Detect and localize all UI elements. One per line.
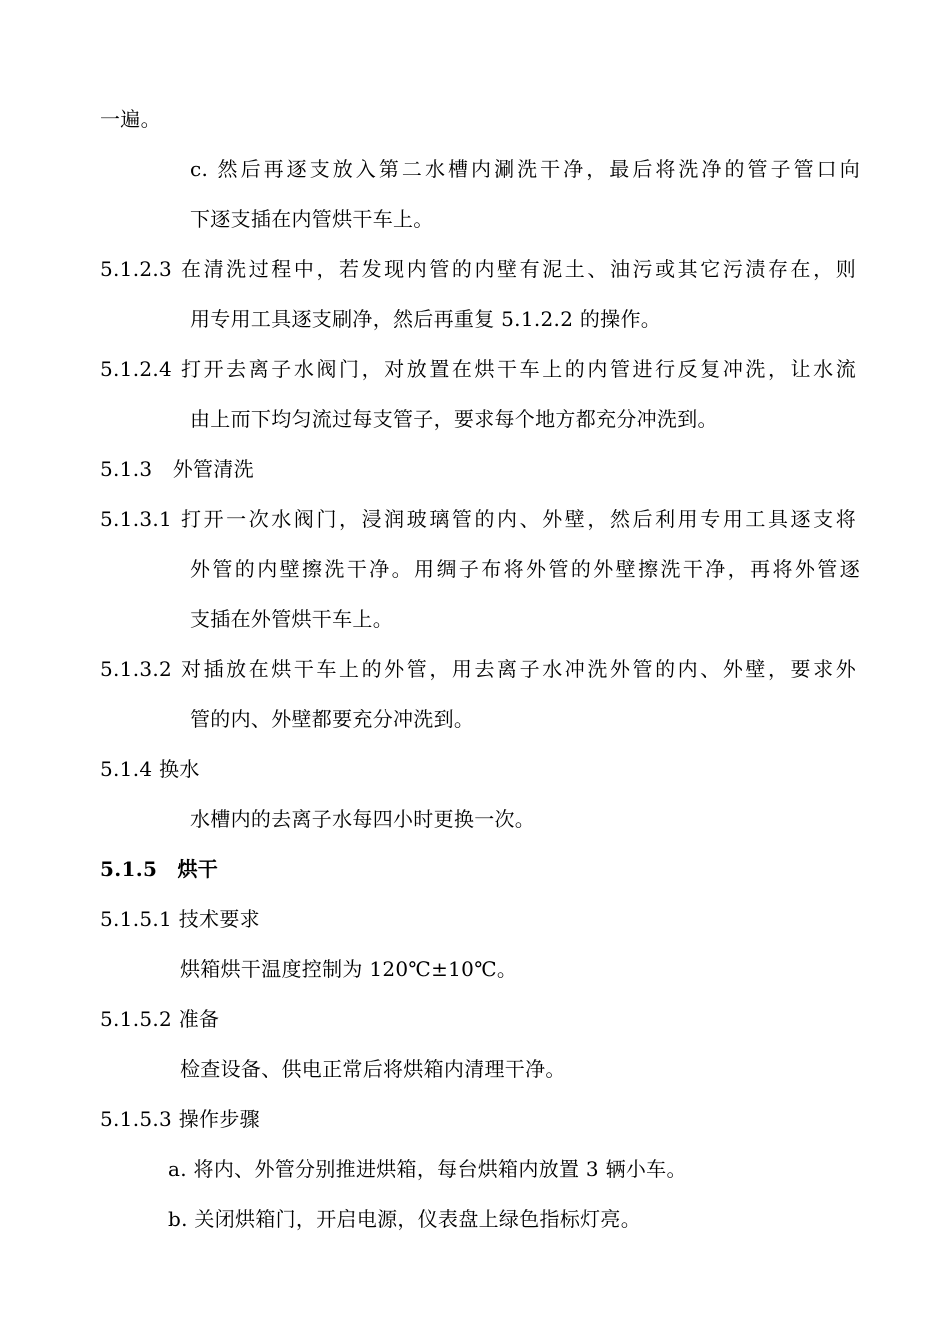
section-heading: 5.1.3 外管清洗 <box>100 457 254 481</box>
section-heading: 5.1.3.1 打开一次水阀门，浸润玻璃管的内、外壁，然后利用专用工具逐支将 <box>100 507 856 531</box>
section-heading: 5.1.2.4 打开去离子水阀门，对放置在烘干车上的内管进行反复冲洗，让水流 <box>100 357 856 381</box>
list-item: a. 将内、外管分别推进烘箱，每台烘箱内放置 3 辆小车。 <box>168 1157 687 1181</box>
section-heading: 5.1.4 换水 <box>100 757 200 781</box>
section-heading: 5.1.3.2 对插放在烘干车上的外管，用去离子水冲洗外管的内、外壁，要求外 <box>100 657 856 681</box>
text-line: 支插在外管烘干车上。 <box>190 607 393 631</box>
list-item: b. 关闭烘箱门，开启电源，仪表盘上绿色指标灯亮。 <box>168 1207 642 1231</box>
text-line: 管的内、外壁都要充分冲洗到。 <box>190 707 475 731</box>
text-line: 用专用工具逐支刷净，然后再重复 5.1.2.2 的操作。 <box>190 307 662 331</box>
text-line: 水槽内的去离子水每四小时更换一次。 <box>190 807 536 831</box>
text-line: 烘箱烘干温度控制为 120℃±10℃。 <box>180 957 518 981</box>
text-line: 外管的内壁擦洗干净。用绸子布将外管的外壁擦洗干净，再将外管逐 <box>190 557 860 581</box>
text-line: 一遍。 <box>100 107 161 131</box>
text-line: c. 然后再逐支放入第二水槽内涮洗干净，最后将洗净的管子管口向 <box>190 157 860 181</box>
section-heading: 5.1.5.3 操作步骤 <box>100 1107 260 1131</box>
section-heading: 5.1.5 烘干 <box>100 857 219 881</box>
text-line: 下逐支插在内管烘干车上。 <box>190 207 434 231</box>
section-heading: 5.1.5.2 准备 <box>100 1007 220 1031</box>
section-heading: 5.1.5.1 技术要求 <box>100 907 260 931</box>
section-heading: 5.1.2.3 在清洗过程中，若发现内管的内壁有泥土、油污或其它污渍存在，则 <box>100 257 856 281</box>
text-line: 检查设备、供电正常后将烘箱内清理干净。 <box>180 1057 566 1081</box>
text-line: 由上而下均匀流过每支管子，要求每个地方都充分冲洗到。 <box>190 407 718 431</box>
